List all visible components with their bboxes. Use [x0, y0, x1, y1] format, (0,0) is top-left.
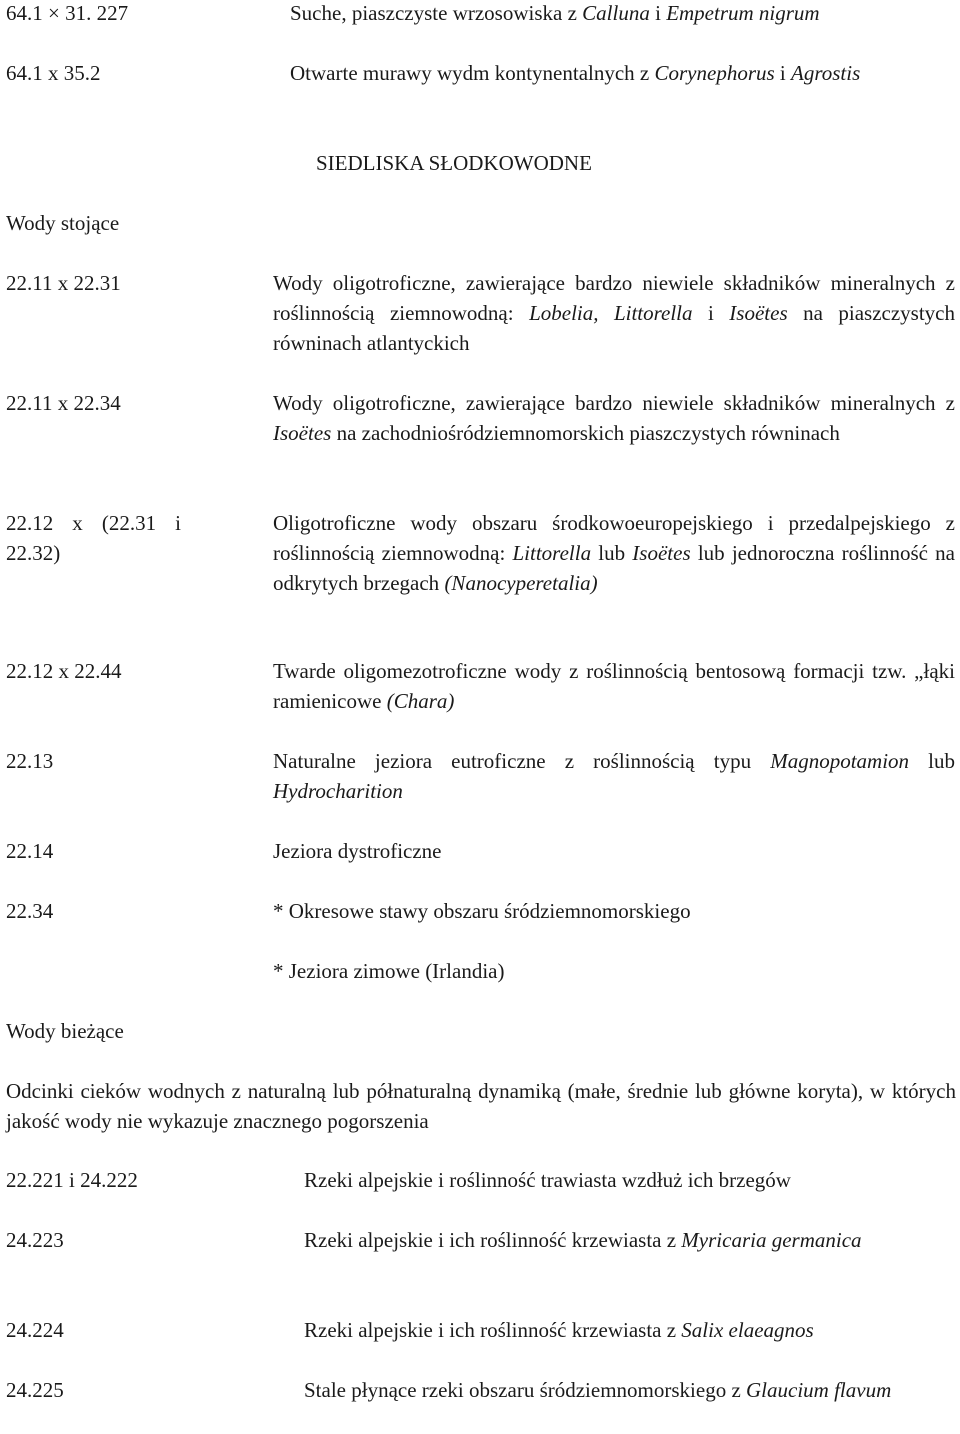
- habitat-description: Naturalne jeziora eutroficzne z roślinnością typu Magnopotamion lub Hydrocharition: [273, 749, 955, 803]
- habitat-description: Oligotroficzne wody obszaru środkowoeuropejskiego i przedalpejskiego z roślinnością ziemnowodną: Littorella lub Isoëtes lub jednoroczna roślinność na odkrytych brzegach (Nanocyperetalia): [273, 511, 955, 595]
- habitat-description: * Jeziora zimowe (Irlandia): [273, 959, 505, 983]
- habitat-code: 22.12 x 22.44: [6, 659, 122, 683]
- habitat-description: Wody oligotroficzne, zawierające bardzo niewiele składników mineralnych z roślinnością ziemnowodną: Lobelia, Littorella i Isoëtes na piaszczystych równinach atlantyckich: [273, 271, 955, 355]
- habitat-code: 22.11 x 22.34: [6, 391, 121, 415]
- habitat-code: 22.13: [6, 749, 54, 773]
- habitat-code: 22.34: [6, 899, 54, 923]
- habitat-code: 64.1 x 35.2: [6, 61, 101, 85]
- habitat-description: Rzeki alpejskie i ich roślinność krzewiasta z Myricaria germanica: [304, 1228, 862, 1252]
- habitat-code: 22.11 x 22.31: [6, 271, 121, 295]
- subsection-label: Wody bieżące: [6, 1019, 124, 1043]
- habitat-description: Jeziora dystroficzne: [273, 839, 442, 863]
- habitat-code: 24.224: [6, 1318, 64, 1342]
- habitat-code: 24.225: [6, 1378, 64, 1402]
- habitat-description: Otwarte murawy wydm kontynentalnych z Corynephorus i Agrostis: [290, 61, 861, 85]
- intro-paragraph: Odcinki cieków wodnych z naturalną lub półnaturalną dynamiką (małe, średnie lub główne koryta), w których jakość wody nie wykazuje znacznego pogorszenia: [6, 1079, 956, 1133]
- habitat-description: Rzeki alpejskie i roślinność trawiasta wzdłuż ich brzegów: [304, 1168, 791, 1192]
- habitat-description: Stale płynące rzeki obszaru śródziemnomorskiego z Glaucium flavum: [304, 1378, 892, 1402]
- habitat-code: 22.14: [6, 839, 54, 863]
- habitat-description: Twarde oligomezotroficzne wody z roślinnością bentosową formacji tzw. „łąki ramienicowe (Chara): [273, 659, 955, 713]
- habitat-description: Rzeki alpejskie i ich roślinność krzewiasta z Salix elaeagnos: [304, 1318, 814, 1342]
- habitat-code: 24.223: [6, 1228, 64, 1252]
- habitat-description: Suche, piaszczyste wrzosowiska z Calluna i Empetrum nigrum: [290, 1, 820, 25]
- subsection-label: Wody stojące: [6, 211, 120, 235]
- habitat-description: * Okresowe stawy obszaru śródziemnomorskiego: [273, 899, 691, 923]
- section-heading: SIEDLISKA SŁODKOWODNE: [316, 151, 592, 175]
- habitat-code: 22.221 i 24.222: [6, 1168, 138, 1192]
- habitat-code: 22.12 x (22.31 i 22.32): [6, 511, 181, 565]
- habitat-description: Wody oligotroficzne, zawierające bardzo niewiele składników mineralnych z Isoëtes na zachodniośródziemnomorskich piaszczystych równinach: [273, 391, 955, 445]
- habitat-code: 64.1 × 31. 227: [6, 1, 129, 25]
